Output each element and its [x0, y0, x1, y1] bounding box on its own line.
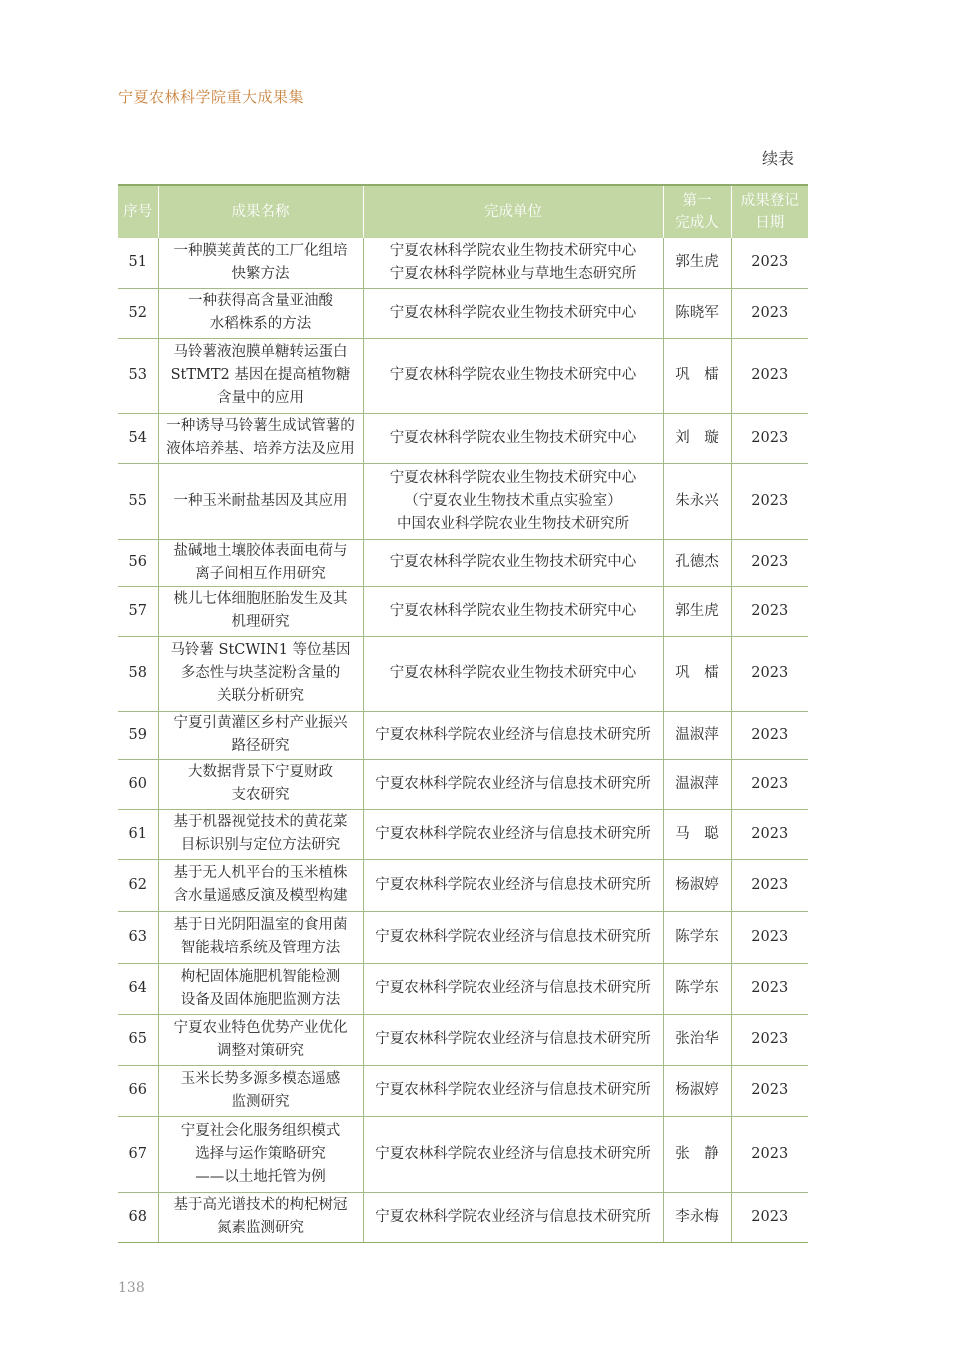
name-line: 快繁方法 [231, 265, 290, 282]
name-line: 一种膜荚黄芪的工厂化组培 [173, 242, 348, 259]
cell-unit [363, 809, 663, 859]
cell-person: 朱永兴 [663, 463, 731, 539]
table-row [118, 963, 808, 1014]
unit-line: 宁夏农林科学院农业经济与信息技术研究所 [375, 876, 651, 893]
cell-index: 53 [118, 338, 158, 413]
name-line: 一种玉米耐盐基因及其应用 [173, 492, 348, 509]
table-row [118, 859, 808, 911]
cell-unit [363, 238, 663, 288]
name-line: 支农研究 [231, 787, 290, 803]
cell-index: 60 [118, 759, 158, 809]
cell-person: 杨淑婷 [663, 1065, 731, 1116]
name-line: 基于日光阴阳温室的食用菌 [173, 917, 348, 933]
name-line: 桃儿七体细胞胚胎发生及其 [173, 591, 348, 607]
cell-name [158, 413, 363, 463]
unit-line: 宁夏农林科学院林业与草地生态研究所 [389, 265, 637, 282]
cell-person: 马 聪 [663, 809, 731, 859]
cell-date: 2023 [731, 759, 808, 809]
cell-unit [363, 911, 663, 963]
table-row [118, 1192, 808, 1242]
table-row [118, 759, 808, 809]
cell-unit [363, 963, 663, 1014]
cell-person: 陈学东 [663, 963, 731, 1014]
name-line: StTMT2 基因在提高植物糖 [170, 367, 351, 383]
unit-line: 宁夏农林科学院农业生物技术研究中心 [389, 304, 637, 321]
table-row [118, 238, 808, 288]
cell-person: 刘 璇 [663, 413, 731, 463]
name-line: 监测研究 [231, 1093, 290, 1110]
unit-line: 宁夏农林科学院农业生物技术研究中心 [389, 367, 637, 383]
table-row [118, 636, 808, 711]
cell-date: 2023 [731, 911, 808, 963]
cell-person: 陈学东 [663, 911, 731, 963]
cell-date: 2023 [731, 963, 808, 1014]
name-line: 水稻株系的方法 [209, 316, 312, 332]
continued-label: 续表 [761, 149, 794, 168]
name-line: 离子间相互作用研究 [195, 565, 326, 582]
table-header-row [118, 185, 808, 238]
name-line: ——以土地托管为例 [195, 1168, 326, 1185]
cell-index: 58 [118, 636, 158, 711]
cell-name [158, 539, 363, 586]
table-row [118, 539, 808, 586]
page-number: 138 [118, 1280, 145, 1296]
cell-date: 2023 [731, 636, 808, 711]
cell-person: 郭生虎 [663, 238, 731, 288]
cell-person: 温淑萍 [663, 711, 731, 759]
cell-index: 57 [118, 586, 158, 636]
cell-name [158, 1014, 363, 1065]
cell-date: 2023 [731, 1065, 808, 1116]
cell-date: 2023 [731, 859, 808, 911]
cell-date: 2023 [731, 288, 808, 338]
cell-date: 2023 [731, 1014, 808, 1065]
name-line: 玉米长势多源多模态遥感 [180, 1070, 341, 1087]
name-line: 路径研究 [231, 738, 290, 754]
name-line: 含量中的应用 [217, 390, 304, 406]
cell-person: 杨淑婷 [663, 859, 731, 911]
cell-date: 2023 [731, 586, 808, 636]
name-line: 目标识别与定位方法研究 [180, 837, 341, 853]
unit-line: 宁夏农林科学院农业经济与信息技术研究所 [375, 1082, 651, 1098]
cell-person: 巩 檑 [663, 338, 731, 413]
cell-index: 63 [118, 911, 158, 963]
cell-person: 张 静 [663, 1116, 731, 1192]
cell-person: 巩 檑 [663, 636, 731, 711]
unit-line: 宁夏农林科学院农业经济与信息技术研究所 [375, 1208, 651, 1225]
cell-name [158, 809, 363, 859]
unit-line: （宁夏农业生物技术重点实验室） [404, 492, 622, 509]
name-line: 多态性与块茎淀粉含量的 [180, 665, 341, 681]
cell-unit [363, 636, 663, 711]
name-line: 设备及固体施肥监测方法 [180, 991, 341, 1008]
cell-date: 2023 [731, 711, 808, 759]
cell-person: 郭生虎 [663, 586, 731, 636]
unit-line: 宁夏农林科学院农业生物技术研究中心 [389, 429, 637, 446]
name-line: 关联分析研究 [217, 688, 304, 704]
cell-index: 56 [118, 539, 158, 586]
cell-name [158, 911, 363, 963]
cell-date: 2023 [731, 463, 808, 539]
cell-unit [363, 1014, 663, 1065]
name-line: 一种诱导马铃薯生成试管薯的 [166, 418, 355, 434]
name-line: 选择与运作策略研究 [195, 1145, 326, 1162]
cell-name [158, 636, 363, 711]
unit-line: 宁夏农林科学院农业生物技术研究中心 [389, 554, 637, 570]
cell-unit [363, 413, 663, 463]
unit-line: 宁夏农林科学院农业经济与信息技术研究所 [375, 1031, 651, 1047]
unit-line: 宁夏农林科学院农业经济与信息技术研究所 [375, 928, 651, 945]
table-row [118, 413, 808, 463]
header-index: 序号 [118, 185, 158, 238]
name-line: 机理研究 [231, 614, 290, 630]
cell-date: 2023 [731, 1116, 808, 1192]
table-row [118, 463, 808, 539]
cell-name [158, 463, 363, 539]
cell-index: 62 [118, 859, 158, 911]
name-line: 含水量遥感反演及模型构建 [173, 888, 348, 904]
table-body [118, 238, 808, 1242]
name-line: 宁夏社会化服务组织模式 [180, 1122, 341, 1139]
cell-unit [363, 463, 663, 539]
name-line: 基于无人机平台的玉米植株 [173, 865, 348, 881]
cell-date: 2023 [731, 539, 808, 586]
name-line: 调整对策研究 [217, 1042, 304, 1059]
table-row [118, 1116, 808, 1192]
cell-name [158, 859, 363, 911]
unit-line: 宁夏农林科学院农业经济与信息技术研究所 [375, 1145, 651, 1162]
table-row [118, 1014, 808, 1065]
cell-index: 51 [118, 238, 158, 288]
cell-person: 李永梅 [663, 1192, 731, 1242]
cell-name [158, 963, 363, 1014]
table-row [118, 288, 808, 338]
unit-line: 宁夏农林科学院农业生物技术研究中心 [389, 469, 637, 486]
cell-name [158, 759, 363, 809]
name-line: 氮素监测研究 [217, 1220, 304, 1236]
name-line: 宁夏引黄灌区乡村产业振兴 [173, 715, 348, 731]
name-line: 宁夏农业特色优势产业优化 [173, 1019, 348, 1036]
cell-person: 温淑萍 [663, 759, 731, 809]
cell-index: 59 [118, 711, 158, 759]
cell-unit [363, 711, 663, 759]
cell-index: 68 [118, 1192, 158, 1242]
cell-index: 61 [118, 809, 158, 859]
cell-index: 55 [118, 463, 158, 539]
cell-date: 2023 [731, 413, 808, 463]
results-table [118, 184, 808, 1243]
name-line: 液体培养基、培养方法及应用 [166, 441, 355, 457]
unit-line: 宁夏农林科学院农业经济与信息技术研究所 [375, 726, 651, 743]
unit-line: 宁夏农林科学院农业生物技术研究中心 [389, 665, 637, 681]
name-line: 基于机器视觉技术的黄花菜 [173, 814, 348, 830]
cell-unit [363, 859, 663, 911]
unit-line: 宁夏农林科学院农业生物技术研究中心 [389, 602, 637, 619]
cell-name [158, 288, 363, 338]
cell-date: 2023 [731, 809, 808, 859]
cell-person: 陈晓军 [663, 288, 731, 338]
cell-name [158, 238, 363, 288]
cell-name [158, 586, 363, 636]
cell-date: 2023 [731, 1192, 808, 1242]
cell-unit [363, 539, 663, 586]
unit-line: 宁夏农林科学院农业生物技术研究中心 [389, 242, 637, 259]
table-row [118, 586, 808, 636]
cell-index: 64 [118, 963, 158, 1014]
cell-unit [363, 759, 663, 809]
cell-date: 2023 [731, 238, 808, 288]
cell-index: 66 [118, 1065, 158, 1116]
table-row [118, 1065, 808, 1116]
name-line: 枸杞固体施肥机智能检测 [180, 968, 341, 985]
name-line: 基于高光谱技术的枸杞树冠 [173, 1197, 348, 1213]
cell-date: 2023 [731, 338, 808, 413]
cell-index: 52 [118, 288, 158, 338]
cell-unit [363, 1116, 663, 1192]
cell-name [158, 338, 363, 413]
cell-unit [363, 1192, 663, 1242]
name-line: 盐碱地土壤胶体表面电荷与 [173, 542, 348, 559]
cell-unit [363, 586, 663, 636]
running-head: 宁夏农林科学院重大成果集 [118, 88, 305, 106]
table-row [118, 338, 808, 413]
table-row [118, 911, 808, 963]
name-line: 智能栽培系统及管理方法 [180, 940, 341, 956]
cell-unit [363, 288, 663, 338]
table-row [118, 711, 808, 759]
cell-person: 张治华 [663, 1014, 731, 1065]
header-person: 第一 完成人 [663, 185, 731, 238]
cell-name [158, 1192, 363, 1242]
header-unit: 完成单位 [363, 185, 663, 238]
header-name: 成果名称 [158, 185, 363, 238]
cell-name [158, 1065, 363, 1116]
cell-unit [363, 1065, 663, 1116]
cell-name [158, 711, 363, 759]
cell-person: 孔德杰 [663, 539, 731, 586]
cell-index: 54 [118, 413, 158, 463]
cell-name [158, 1116, 363, 1192]
unit-line: 中国农业科学院农业生物技术研究所 [397, 515, 629, 532]
unit-line: 宁夏农林科学院农业经济与信息技术研究所 [375, 980, 651, 996]
cell-index: 65 [118, 1014, 158, 1065]
unit-line: 宁夏农林科学院农业经济与信息技术研究所 [375, 825, 651, 842]
header-date: 成果登记 日期 [731, 185, 808, 238]
name-line: 一种获得高含量亚油酸 [188, 293, 333, 309]
unit-line: 宁夏农林科学院农业经济与信息技术研究所 [375, 775, 651, 792]
name-line: 马铃薯液泡膜单糖转运蛋白 [173, 344, 348, 360]
table-row [118, 809, 808, 859]
cell-index: 67 [118, 1116, 158, 1192]
name-line: 马铃薯 StCWIN1 等位基因 [170, 642, 351, 658]
name-line: 大数据背景下宁夏财政 [188, 764, 333, 780]
cell-unit [363, 338, 663, 413]
